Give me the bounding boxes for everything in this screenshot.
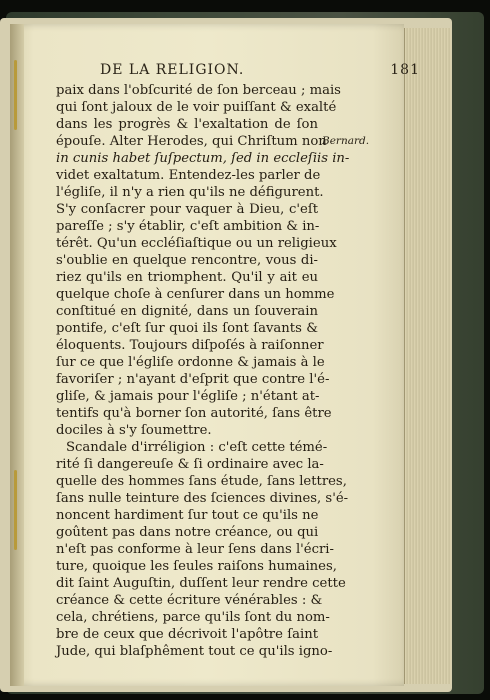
text-line: paix dans l'obſcurité de ſon berceau ; mais [56, 83, 341, 98]
text-line: pontife, c'eſt ſur quoi ils ſont ſavants & [56, 321, 318, 336]
binding-stitch [14, 60, 17, 130]
text-line: dans les progrès & l'exaltation de ſon [56, 117, 318, 132]
text-line: in cunis habet ſuſpectum, ſed in eccleſiis in- [56, 151, 350, 166]
text-line: Jude, qui blaſphêment tout ce qu'ils igno- [56, 644, 333, 659]
page-fore-edge [404, 28, 451, 684]
text-line: dociles à s'y ſoumettre. [56, 423, 212, 438]
text-line: ſans nulle teinture des ſciences divines, s'é- [56, 491, 349, 506]
text-line: bre de ceux que décrivoit l'apôtre ſaint [56, 627, 318, 642]
text-line: favoriſer ; n'ayant d'eſprit que contre l'é- [56, 372, 330, 387]
text-line: tentifs qu'à borner ſon autorité, ſans être [56, 406, 332, 421]
text-line: quelle des hommes ſans étude, ſans lettres, [56, 474, 347, 489]
text-line: l'égliſe, il n'y a rien qu'ils ne défigurent. [56, 185, 324, 200]
text-line: gliſe, & jamais pour l'égliſe ; n'étant at- [56, 389, 320, 404]
text-line: pareſſe ; s'y établir, c'eſt ambition & in- [56, 219, 320, 234]
text-line: goûtent pas dans notre créance, ou qui [56, 525, 319, 540]
text-line: s'oublie en quelque rencontre, vous di- [56, 253, 318, 268]
text-line: noncent hardiment ſur tout ce qu'ils ne [56, 508, 319, 523]
running-header [100, 62, 420, 82]
text-line: videt exaltatum. Entendez-les parler de [56, 168, 321, 183]
text-line: S'y conſacrer pour vaquer à Dieu, c'eſt [56, 202, 318, 217]
binding-stitch [14, 470, 17, 550]
margin-note: Bernard. [322, 135, 370, 147]
text-line: rité ſi dangereuſe & ſi ordinaire avec la- [56, 457, 324, 472]
text-line: qui ſont jaloux de le voir puiſſant & exalté [56, 100, 337, 115]
running-title: DE LA RELIGION. [100, 62, 245, 78]
text-line: épouſe. Alter Herodes, qui Chriſtum non [56, 134, 327, 149]
page-gutter [10, 24, 24, 686]
text-line: quelque choſe à cenſurer dans un homme [56, 287, 335, 302]
text-line: térêt. Qu'un eccléſiaſtique ou un religieux [56, 236, 337, 251]
text-line: cela, chrétiens, parce qu'ils ſont du nom- [56, 610, 330, 625]
text-line: dit ſaint Auguſtin, duſſent leur rendre cette [56, 576, 346, 591]
text-line: ture, quoique les ſeules raiſons humaines, [56, 559, 337, 574]
page-number: 181 [390, 62, 420, 78]
text-line: n'eſt pas conforme à leur ſens dans l'écri- [56, 542, 334, 557]
text-line: ſur ce que l'égliſe ordonne & jamais à le [56, 355, 325, 370]
text-line: riez qu'ils en triomphent. Qu'il y ait eu [56, 270, 318, 285]
text-line: éloquents. Toujours diſpoſés à raiſonner [56, 338, 324, 353]
text-line: Scandale d'irréligion : c'eſt cette témé- [66, 440, 328, 455]
text-line: conſtitué en dignité, dans un ſouverain [56, 304, 318, 319]
text-line: créance & cette écriture vénérables : & [56, 593, 323, 608]
